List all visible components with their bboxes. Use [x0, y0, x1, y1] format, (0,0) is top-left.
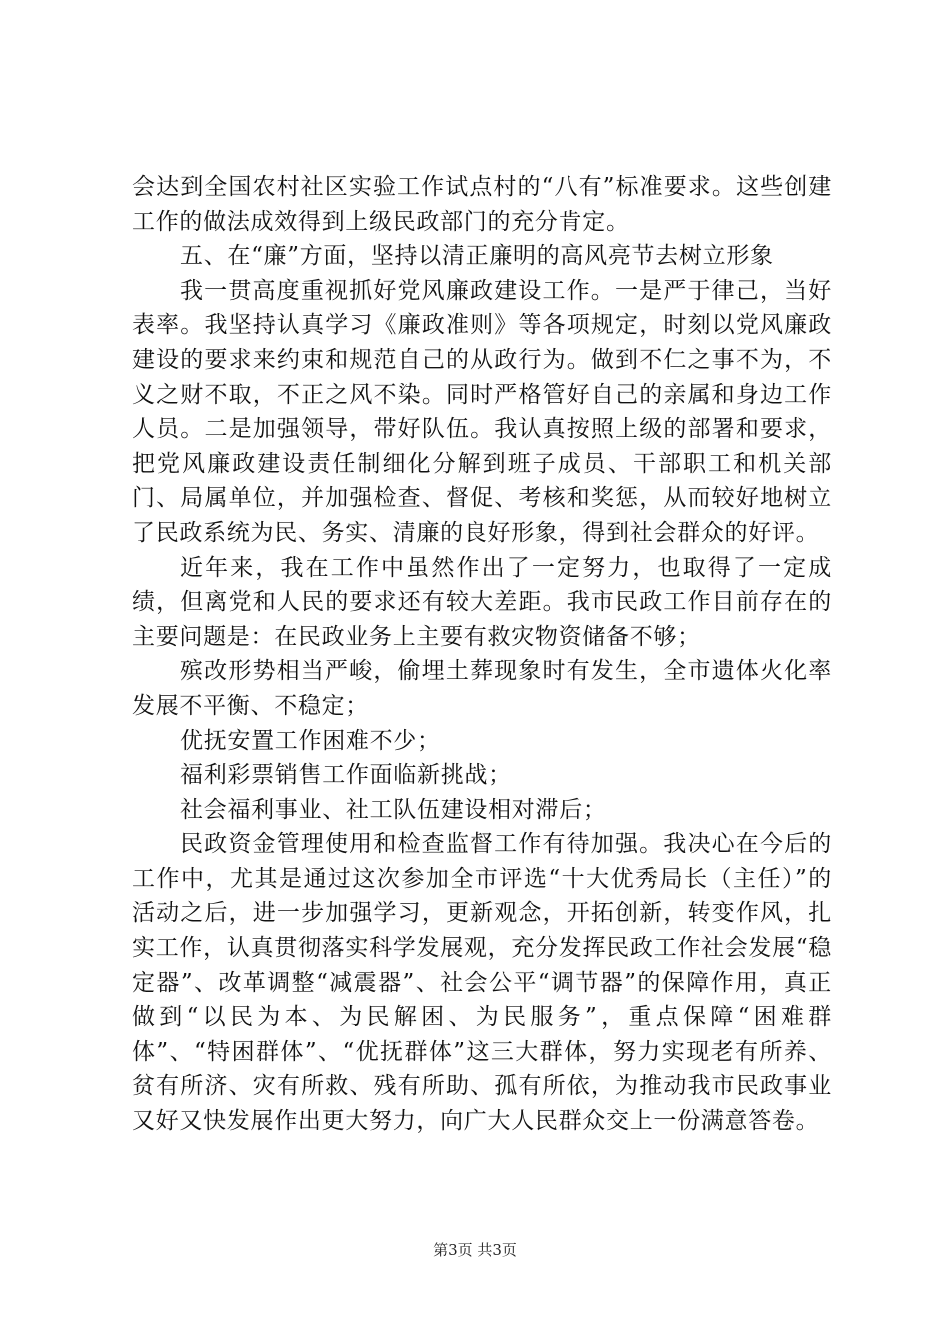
paragraph-funeral-reform: 殡改形势相当严峻，偷埋土葬现象时有发生，全市遗体火化率发展不平衡、不稳定； — [132, 658, 832, 719]
paragraph-integrity-work: 我一贯高度重视抓好党风廉政建设工作。一是严于律己，当好表率。我坚持认真学习《廉政准则》等各项规定，时刻以党风廉政建设的要求来约束和规范自己的从政行为。做到不仁之事不为，不义之财不取，不正之风不染。同时严格管好自己的亲属和身边工作人员。二是加强领导，带好队伍。我认真按照上级的部署和要求，把党风廉政建设责任制细化分解到班子成员、干部职工和机关部门、局属单位，并加强检查、督促、考核和奖惩，从而较好地树立了民政系统为民、务实、清廉的良好形象，得到社会群众的好评。 — [132, 277, 832, 546]
paragraph-problems-intro: 近年来，我在工作中虽然作出了一定努力，也取得了一定成绩，但离党和人民的要求还有较大差距。我市民政工作目前存在的主要问题是：在民政业务上主要有救灾物资储备不够； — [132, 554, 832, 650]
paragraph-welfare: 社会福利事业、社工队伍建设相对滞后； — [180, 796, 607, 823]
paragraph-lottery: 福利彩票销售工作面临新挑战； — [180, 762, 512, 789]
paragraph-conclusion: 民政资金管理使用和检查监督工作有待加强。我决心在今后的工作中，尤其是通过这次参加全市评选“十大优秀局长（主任）”的活动之后，进一步加强学习，更新观念，开拓创新，转变作风，扎实工作，认真贯彻落实科学发展观，充分发挥民政工作社会发展“稳定器”、改革调整“减震器”、社会公平“调节器”的保障作用，真正做到“以民为本、为民解困、为民服务”，重点保障“困难群体”、“特困群体”、“优抚群体”这三大群体，努力实现老有所养、贫有所济、灾有所救、残有所助、孤有所依，为推动我市民政事业又好又快发展作出更大努力，向广大人民群众交上一份满意答卷。 — [132, 831, 832, 1135]
document-body — [132, 170, 832, 1139]
page-footer: 第3页 共3页 — [433, 1241, 517, 1259]
section-heading: 五、在“廉”方面，坚持以清正廉明的高风亮节去树立形象 — [180, 243, 774, 270]
paragraph-resettlement: 优抚安置工作困难不少； — [180, 727, 441, 754]
paragraph-continuation: 会达到全国农村社区实验工作试点村的“八有”标准要求。这些创建工作的做法成效得到上级民政部门的充分肯定。 — [132, 174, 832, 235]
